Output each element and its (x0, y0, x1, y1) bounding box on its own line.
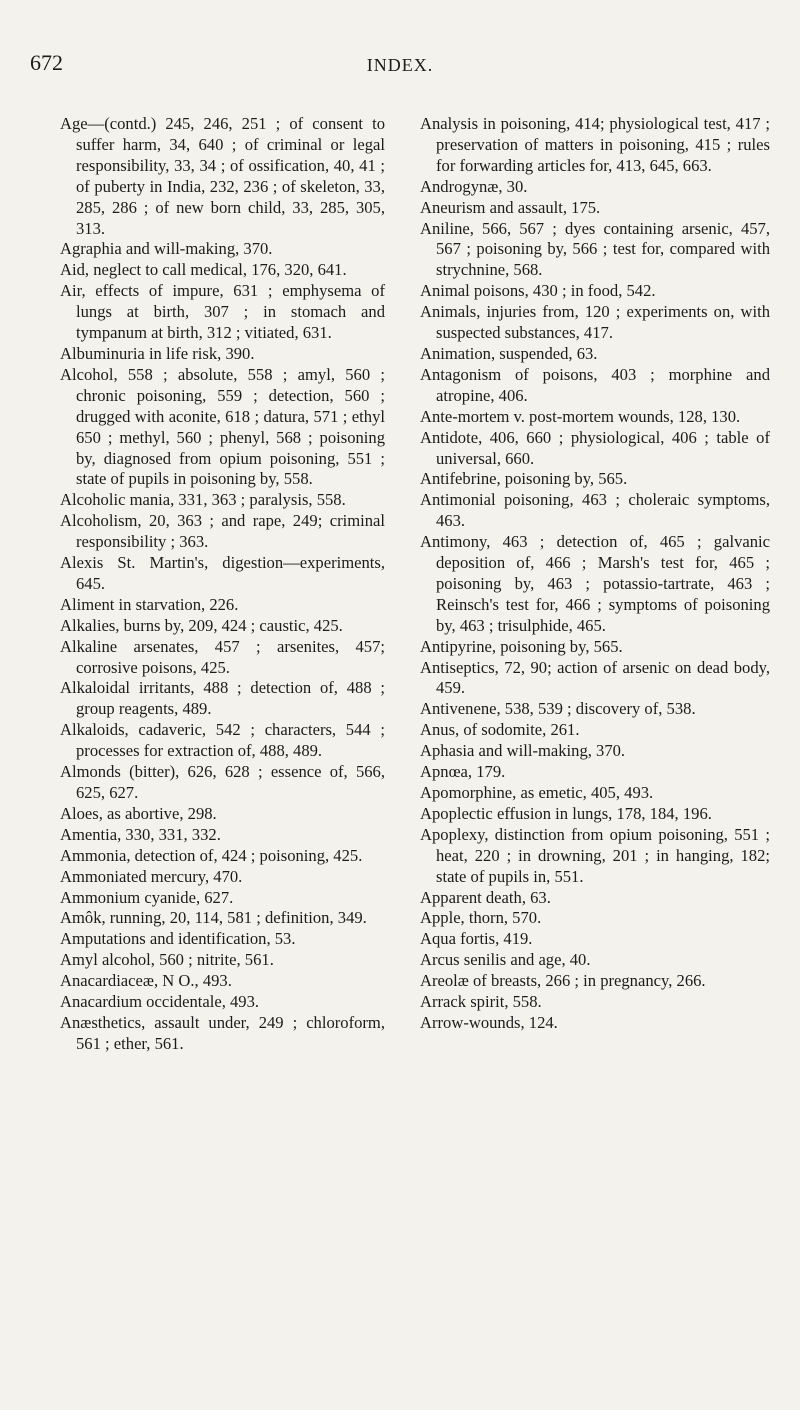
index-entry: Amentia, 330, 331, 332. (60, 824, 221, 844)
index-entry: Arcus senilis and age, 40. (420, 950, 591, 970)
index-entry: Androgynæ, 30. (420, 176, 528, 196)
index-entry: Analysis in poisoning, 414; physiological test, 417 ; preservation of matters in poisoning, 415 ; rules for forwarding articles for, 413, 645, 663. (420, 114, 770, 175)
index-entry: Animal poisons, 430 ; in food, 542. (420, 281, 656, 301)
index-entry: Antipyrine, poisoning by, 565. (420, 636, 623, 656)
index-entry: Anæsthetics, assault under, 249 ; chloroform, 561 ; ether, 561. (60, 1012, 385, 1053)
index-entry: Apnœa, 179. (420, 762, 506, 782)
index-entry: Animals, injuries from, 120 ; experiments on, with suspected substances, 417. (420, 302, 770, 343)
index-entry: Ammonia, detection of, 424 ; poisoning, 425. (60, 845, 363, 865)
index-entry: Alkaline arsenates, 457 ; arsenites, 457; corrosive poisons, 425. (60, 636, 385, 677)
index-entry: Amyl alcohol, 560 ; nitrite, 561. (60, 950, 274, 970)
index-entry: Animation, suspended, 63. (420, 343, 598, 363)
index-entry: Apparent death, 63. (420, 887, 551, 907)
index-entry: Aid, neglect to call medical, 176, 320, 641. (60, 260, 347, 280)
index-entry: Antivenene, 538, 539 ; discovery of, 538. (420, 699, 696, 719)
index-entry: Anus, of sodomite, 261. (420, 720, 580, 740)
index-entry: Alcohol, 558 ; absolute, 558 ; amyl, 560 ; chronic poisoning, 559 ; detection, 560 ; drugged with aconite, 618 ; datura, 571 ; ethyl 650 ; methyl, 560 ; phenyl, 568 ; poisoning by, diagnosed from opium poisoning, 551 ; state of pupils in poisoning by, 558. (60, 364, 385, 489)
index-entry: Alexis St. Martin's, digestion—experiments, 645. (60, 553, 385, 593)
index-entry: Almonds (bitter), 626, 628 ; essence of, 566, 625, 627. (60, 762, 385, 802)
index-entry: Anacardiaceæ, N O., 493. (60, 971, 232, 991)
index-entry: Alkaloidal irritants, 488 ; detection of, 488 ; group reagents, 489. (60, 678, 385, 719)
running-head: INDEX. (366, 55, 434, 75)
index-entry: Alkalies, burns by, 209, 424 ; caustic, 425. (60, 615, 343, 635)
index-entry: Aqua fortis, 419. (420, 929, 533, 949)
index-entry: Ammoniated mercury, 470. (60, 866, 243, 886)
index-entry: Air, effects of impure, 631 ; emphysema of lungs at birth, 307 ; in stomach and tympanum at birth, 312 ; vitiated, 631. (60, 281, 385, 343)
index-entry: Arrack spirit, 558. (420, 992, 542, 1012)
index-entry: Apoplectic effusion in lungs, 178, 184, 196. (420, 803, 712, 823)
index-entry: Antimonial poisoning, 463 ; choleraic symptoms, 463. (420, 490, 770, 531)
index-column-left (60, 114, 385, 1055)
index-entry: Alcoholic mania, 331, 363 ; paralysis, 558. (60, 490, 346, 510)
index-entry: Apomorphine, as emetic, 405, 493. (420, 783, 654, 802)
index-column-right (420, 114, 770, 1034)
index-entry: Antimony, 463 ; detection of, 465 ; galvanic deposition of, 466 ; Marsh's test for, 465 ; poisoning by, 463 ; potassio-tartrate, 463 ; Reinsch's test for, 466 ; symptoms of poisoning by, 463 ; trisulphide, 465. (420, 532, 770, 635)
index-entry: Antifebrine, poisoning by, 565. (420, 469, 628, 489)
index-entry: Apple, thorn, 570. (420, 908, 542, 928)
index-entry: Age—(contd.) 245, 246, 251 ; of consent to suffer harm, 34, 640 ; of criminal or legal responsibility, 33, 34 ; of ossification, 40, 41 ; of puberty in India, 232, 236 ; of skeleton, 33, 285, 286 ; of new born child, 33, 285, 305, 313. (60, 114, 385, 238)
index-entry: Alcoholism, 20, 363 ; and rape, 249; criminal responsibility ; 363. (60, 511, 385, 552)
index-entry: Apoplexy, distinction from opium poisoning, 551 ; heat, 220 ; in drowning, 201 ; in hanging, 182; state of pupils in, 551. (420, 824, 770, 886)
index-entry: Aneurism and assault, 175. (420, 197, 601, 217)
index-entry: Ante-mortem v. post-mortem wounds, 128, 130. (420, 406, 741, 426)
index-entry: Aliment in starvation, 226. (60, 594, 239, 614)
index-entry: Antidote, 406, 660 ; physiological, 406 ; table of universal, 660. (420, 427, 770, 468)
index-entry: Antagonism of poisons, 403 ; morphine and atropine, 406. (420, 364, 770, 405)
index-entry: Agraphia and will-making, 370. (60, 239, 273, 259)
index-entry: Albuminuria in life risk, 390. (60, 343, 255, 363)
index-entry: Aphasia and will-making, 370. (420, 741, 626, 761)
index-entry: Aniline, 566, 567 ; dyes containing arsenic, 457, 567 ; poisoning by, 566 ; test for, compared with strychnine, 568. (420, 218, 770, 280)
index-entry: Amôk, running, 20, 114, 581 ; definition, 349. (60, 908, 367, 928)
index-entry: Antiseptics, 72, 90; action of arsenic on dead body, 459. (420, 657, 770, 698)
index-entry: Alkaloids, cadaveric, 542 ; characters, 544 ; processes for extraction of, 488, 489. (60, 720, 385, 761)
index-entry: Arrow-wounds, 124. (420, 1012, 558, 1032)
index-entry: Ammonium cyanide, 627. (60, 887, 234, 907)
index-entry: Amputations and identification, 53. (60, 929, 296, 949)
page-number: 672 (30, 50, 63, 75)
index-entry: Anacardium occidentale, 493. (60, 992, 260, 1012)
index-entry: Aloes, as abortive, 298. (60, 803, 217, 823)
index-entry: Areolæ of breasts, 266 ; in pregnancy, 266. (420, 971, 706, 991)
